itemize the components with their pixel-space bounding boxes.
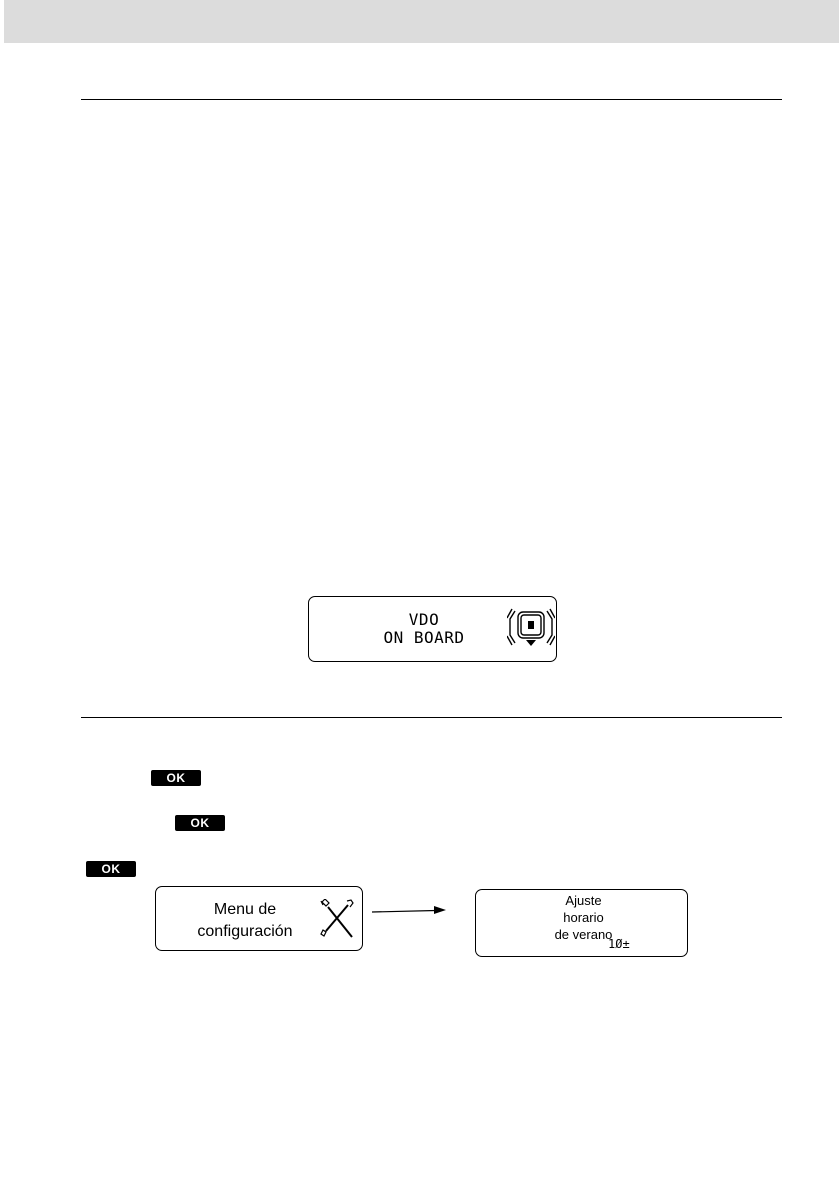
dst-line-1: Ajuste xyxy=(565,893,602,908)
section-rule-top xyxy=(81,99,782,100)
dst-status-code: 1Ø± xyxy=(608,937,630,951)
vdo-display-text xyxy=(349,611,499,647)
menu-line-2: configuración xyxy=(197,923,293,940)
tachograph-icon xyxy=(507,605,555,649)
dst-display-text xyxy=(516,892,651,943)
dst-line-2: horario xyxy=(563,910,604,925)
arrow-right-icon xyxy=(372,904,446,918)
ok-key-icon: OK xyxy=(86,861,136,877)
menu-display-text xyxy=(170,899,320,943)
configuration-menu-display xyxy=(155,886,363,951)
vdo-onboard-display xyxy=(308,596,557,662)
menu-line-1: Menu de xyxy=(213,901,277,918)
ok-key-icon: OK xyxy=(175,815,225,831)
vdo-line-2: ON BOARD xyxy=(383,628,465,647)
tools-icon xyxy=(320,899,356,939)
dst-line-3: de verano xyxy=(554,927,613,942)
header-bar xyxy=(4,0,839,43)
ok-key-icon: OK xyxy=(151,770,201,786)
daylight-saving-display xyxy=(475,889,688,957)
section-rule-middle xyxy=(81,717,782,718)
vdo-line-1: VDO xyxy=(408,610,440,629)
